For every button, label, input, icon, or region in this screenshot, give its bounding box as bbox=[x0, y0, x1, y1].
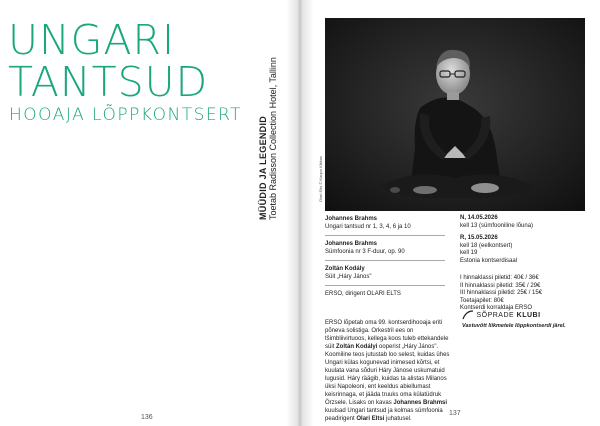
page-number-right: 137 bbox=[449, 410, 461, 417]
program-item bbox=[325, 215, 450, 231]
performers: ERSO, dirigent OLARI ELTS bbox=[325, 291, 401, 297]
friends-club-block bbox=[462, 310, 582, 330]
date-2: R, 15.05.2026 bbox=[460, 235, 498, 241]
composer-name: Johannes Brahms bbox=[325, 241, 378, 247]
work-title: Süit „Háry János" bbox=[325, 274, 372, 280]
club-logo: SÕPRADE KLUBI bbox=[462, 310, 582, 320]
sponsor-line: Toetab Radisson Collection Hotel, Tallinn bbox=[268, 57, 278, 220]
price-line: I hinnaklassi piletid: 40€ / 36€ bbox=[460, 275, 539, 281]
magazine-spread: UNGARI TANTSUD HOOAJA LÕPPKONTSERT MÜÜDID JA LEGENDID Toetab Radisson Collection Hotel, Tallinn 136 Olari Elts © Kaupo Kikkas Johannes Brahms Ungari tantsud nr 1, 3, 4, 6 ja 10 Johannes Brahms Sümfoonia nr 3 F-duur, op. 90 Zoltán Kodály Süit „Háry János" ERSO, dirigent OLARI ELTS N, 14.05.2026 kell 13 (sümfooniline lõuna) R, 15.05.2026 kell 18 (eelkontsert) kell 19 Estonia kontserdisaal I hinnaklassi piletid: 40€ / 36€ II hinnaklassi piletid: 35€ / 29€ III hinnaklassi piletid: 25€ / 15€ Toetajapilet: 80€ Kontserdi korraldaja ERSO SÕPRADE KLUBI Vastuvõtt liikmetele lõppkontserdi järel. ERSO lõpetab oma 99. kontserdihooaja eriti põneva solistiga. Orkestril ees on tšimbliivirtuoos, kellega koos tuleb ettekandele süit Zoltán Kodályi ooperist „Háry János". Koomiline teos jutustab loo selest, kuidas ühes Ungari külas kogunevad inimesed kõrtsi, et kuulata vana sõduri Háry Jánose uskumatuid lugusid. Háry räägib, kuidas ta alistas Milanos üksi Napoleoni, ent keeldus abiellumast keisrinnaga, et jääda truuks oma külatüdruk Örzsele. Lisaks on kavas Johannes Brahmsi kuulsad Ungari tantsud ja kolmas sümfoonia peadirigent Olari Eltsi juhatusel. 137 bbox=[0, 0, 600, 426]
date-1: N, 14.05.2026 bbox=[460, 215, 498, 221]
vertical-heading bbox=[258, 57, 278, 220]
work-title: Sümfoonia nr 3 F-duur, op. 90 bbox=[325, 249, 405, 255]
body-paragraph: ERSO lõpetab oma 99. kontserdihooaja eriti põneva solistiga. Orkestril ees on tšimbliivirtuoos, kellega koos tuleb ettekandele süit Zoltán Kodályi ooperist „Háry János". Koomiline teos jutustab loo selest, kuidas ühes Ungari külas kogunevad inimesed kõrtsi, et kuulata vana sõduri Háry Jánose uskumatuid lugusid. Háry räägib, kuidas ta alistas Milanos üksi Napoleoni, ent keeldus abiellumast keisrinnaga, et jääda truuks oma külatüdruk Örzsele. Lisaks on kavas Johannes Brahmsi kuulsad Ungari tantsud ja kolmas sümfoonia peadirigent Olari Eltsi juhatusel. bbox=[325, 320, 450, 422]
price-line: III hinnaklassi piletid: 25€ / 15€ bbox=[460, 290, 543, 296]
conductor-photo bbox=[325, 18, 585, 211]
subtitle: HOOAJA LÕPPKONTSERT bbox=[9, 105, 243, 125]
divider bbox=[325, 285, 445, 286]
composer-name: Johannes Brahms bbox=[325, 216, 378, 222]
organizer-line: Kontserdi korraldaja ERSO bbox=[460, 305, 533, 311]
title-line-1: UNGARI bbox=[8, 16, 176, 64]
series-title: MÜÜDID JA LEGENDID bbox=[258, 115, 268, 220]
time-2a: kell 18 (eelkontsert) bbox=[460, 242, 513, 249]
divider bbox=[325, 260, 445, 261]
venue: Estonia kontserdisaal bbox=[460, 257, 518, 264]
composer-name: Zoltán Kodály bbox=[325, 266, 365, 272]
book-gutter bbox=[286, 0, 314, 426]
program-item bbox=[325, 265, 450, 281]
time-1: kell 13 (sümfooniline lõuna) bbox=[460, 222, 534, 229]
title-line-2: TANTSUD bbox=[8, 58, 209, 106]
program-item bbox=[325, 240, 450, 256]
club-swoosh-icon bbox=[462, 310, 474, 320]
price-line: II hinnaklassi piletid: 35€ / 29€ bbox=[460, 282, 541, 289]
time-2b: kell 19 bbox=[460, 250, 478, 256]
left-page bbox=[0, 4, 300, 422]
page-number-left: 136 bbox=[141, 414, 153, 421]
program-list bbox=[325, 215, 450, 298]
concert-info bbox=[460, 215, 590, 313]
divider bbox=[325, 235, 445, 236]
work-title: Ungari tantsud nr 1, 3, 4, 6 ja 10 bbox=[325, 224, 411, 230]
price-line: Toetajapilet: 80€ bbox=[460, 297, 504, 304]
club-tagline: Vastuvõtt liikmetele lõppkontserdi järel. bbox=[462, 323, 566, 329]
